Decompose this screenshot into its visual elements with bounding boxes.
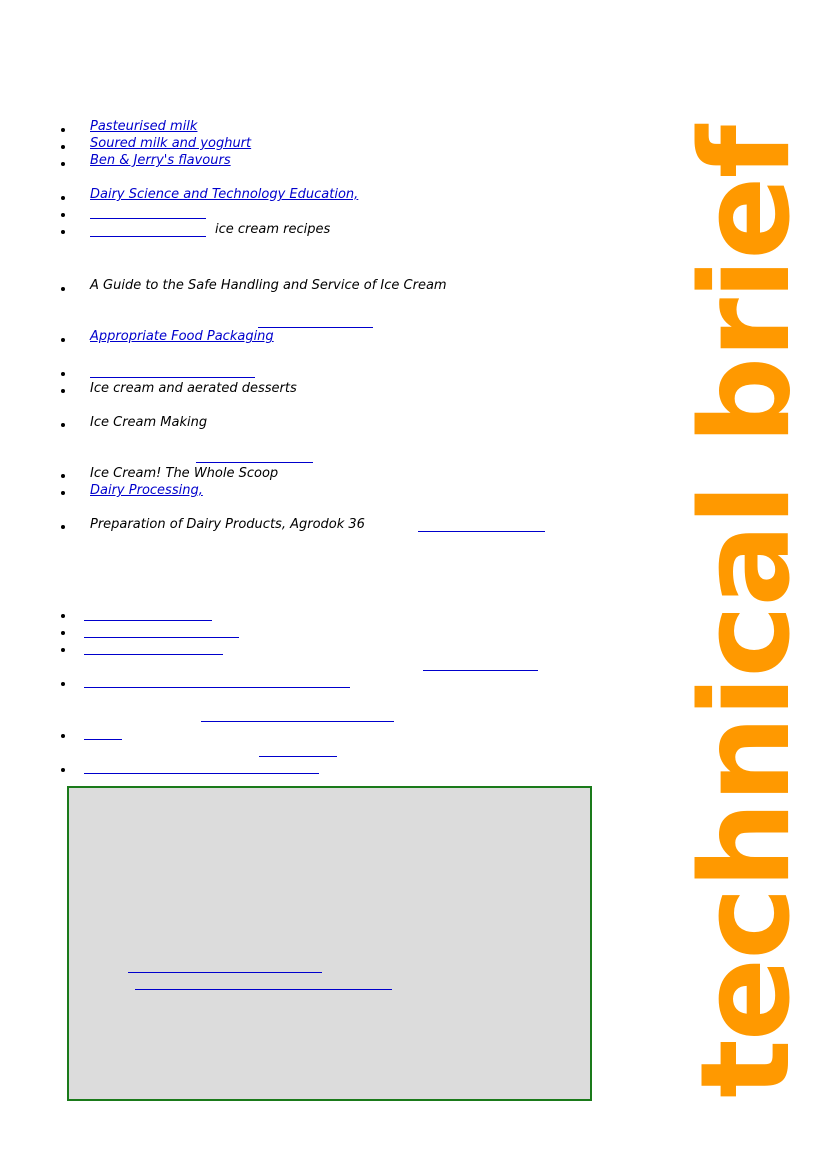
soured-milk-link[interactable]: Soured milk and yoghurt bbox=[90, 136, 252, 151]
hidden-link-underline[interactable] bbox=[258, 327, 373, 328]
guide-title: A Guide to the Safe Handling and Service of Ice Cream bbox=[90, 278, 447, 293]
preparation-title: Preparation of Dairy Products, Agrodok 36 bbox=[90, 517, 365, 532]
whole-scoop-title: Ice Cream! The Whole Scoop bbox=[90, 466, 279, 481]
hidden-link-underline[interactable] bbox=[84, 739, 122, 740]
ice-cream-making-title: Ice Cream Making bbox=[90, 415, 208, 430]
hidden-link-underline[interactable] bbox=[90, 236, 206, 237]
bullet bbox=[61, 162, 65, 166]
bullet bbox=[61, 213, 65, 217]
ben-jerrys-link[interactable]: Ben & Jerry's flavours bbox=[90, 153, 231, 168]
bullet bbox=[61, 474, 65, 478]
hidden-link-underline[interactable] bbox=[90, 218, 206, 219]
hidden-link-underline[interactable] bbox=[201, 721, 394, 722]
hidden-link-underline[interactable] bbox=[84, 654, 223, 655]
hidden-link-underline[interactable] bbox=[128, 972, 322, 973]
bullet bbox=[61, 768, 65, 772]
hidden-link-underline[interactable] bbox=[418, 531, 545, 532]
aerated-desserts-title: Ice cream and aerated desserts bbox=[90, 381, 297, 396]
hidden-link-underline[interactable] bbox=[84, 773, 319, 774]
bullet bbox=[61, 372, 65, 376]
hidden-link-underline[interactable] bbox=[90, 377, 255, 378]
food-packaging-link[interactable]: Appropriate Food Packaging bbox=[90, 329, 274, 344]
bullet bbox=[61, 389, 65, 393]
technical-brief-title: technical brief bbox=[675, 126, 818, 1098]
list-item bbox=[90, 135, 251, 152]
recipes-text: ice cream recipes bbox=[215, 222, 331, 237]
bullet bbox=[61, 128, 65, 132]
pasteurised-milk-link[interactable]: Pasteurised milk bbox=[90, 119, 198, 134]
bullet bbox=[61, 338, 65, 342]
bullet bbox=[61, 614, 65, 618]
hidden-link-underline[interactable] bbox=[84, 620, 212, 621]
hidden-link-underline[interactable] bbox=[84, 687, 350, 688]
list-item bbox=[90, 152, 231, 169]
bullet bbox=[61, 423, 65, 427]
list-item bbox=[90, 328, 274, 345]
hidden-link-underline[interactable] bbox=[259, 756, 337, 757]
dairy-processing-link[interactable]: Dairy Processing, bbox=[90, 483, 203, 498]
list-item bbox=[90, 118, 197, 135]
bullet bbox=[61, 734, 65, 738]
bullet bbox=[61, 145, 65, 149]
bullet bbox=[61, 682, 65, 686]
bullet bbox=[61, 230, 65, 234]
contact-info-box bbox=[67, 786, 592, 1101]
list-item bbox=[90, 186, 358, 203]
hidden-link-underline[interactable] bbox=[84, 637, 239, 638]
bullet bbox=[61, 648, 65, 652]
hidden-link-underline[interactable] bbox=[196, 462, 313, 463]
bullet bbox=[61, 491, 65, 495]
hidden-link-underline[interactable] bbox=[423, 670, 538, 671]
dairy-science-link[interactable]: Dairy Science and Technology Education, bbox=[90, 187, 359, 202]
list-item bbox=[90, 482, 203, 499]
bullet bbox=[61, 196, 65, 200]
bullet bbox=[61, 287, 65, 291]
bullet bbox=[61, 525, 65, 529]
bullet bbox=[61, 631, 65, 635]
hidden-link-underline[interactable] bbox=[135, 989, 392, 990]
